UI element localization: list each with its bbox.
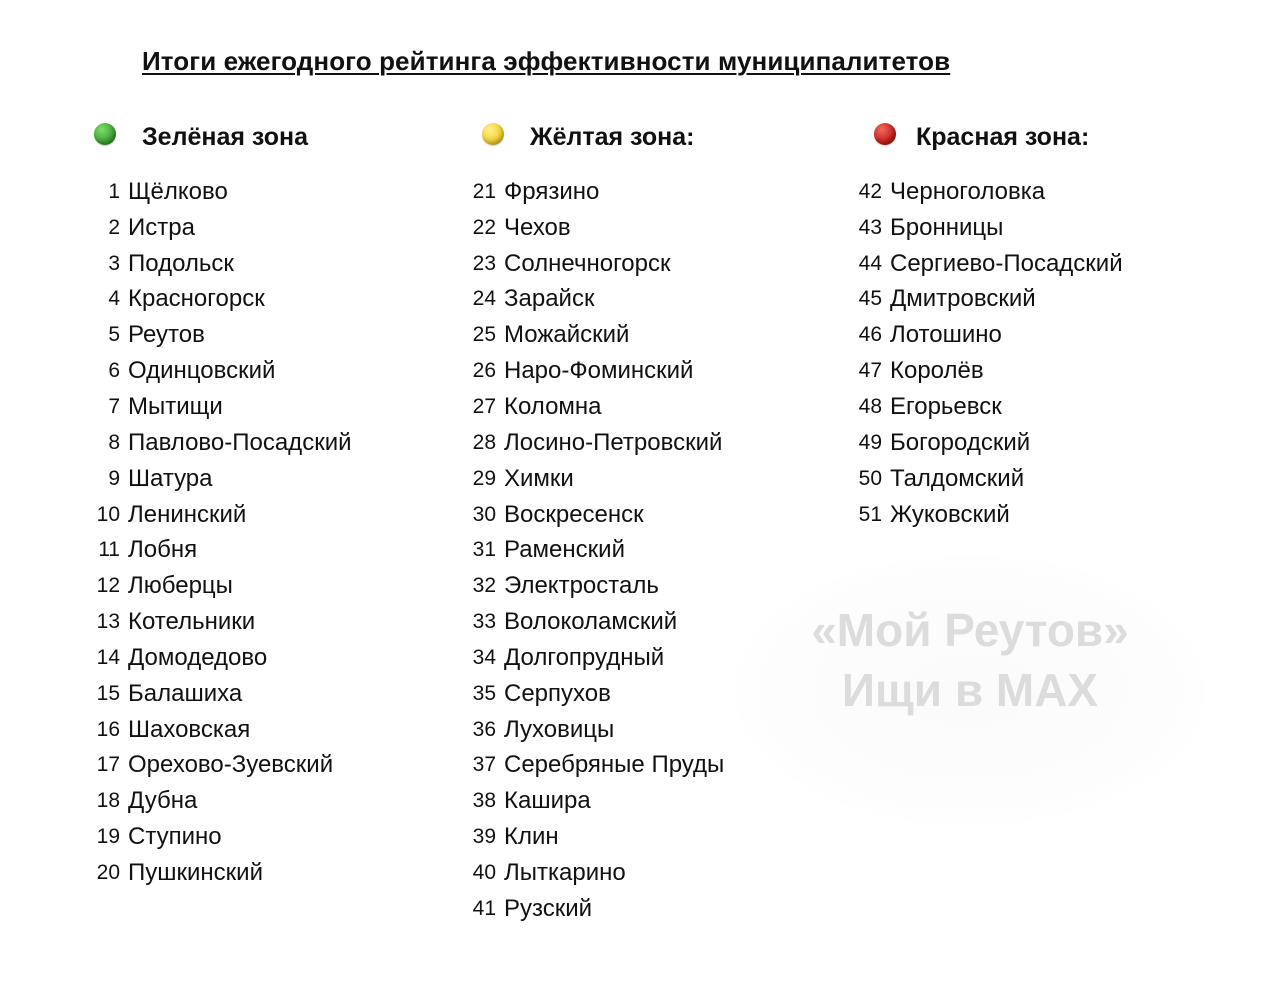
municipality-name: Коломна bbox=[504, 392, 602, 420]
list-item bbox=[468, 855, 724, 891]
municipality-name: Балашиха bbox=[128, 679, 243, 707]
rank-number: 22 bbox=[472, 215, 496, 239]
list-item bbox=[468, 353, 724, 389]
rank-number: 40 bbox=[472, 860, 496, 884]
municipality-name: Домодедово bbox=[128, 643, 268, 671]
list-item bbox=[92, 819, 352, 855]
municipality-name: Реутов bbox=[128, 321, 205, 349]
list-item bbox=[468, 282, 724, 318]
municipality-name: Красногорск bbox=[128, 285, 265, 313]
list-item bbox=[92, 497, 352, 533]
zone-green-list bbox=[92, 174, 352, 891]
rank-number: 27 bbox=[472, 394, 496, 418]
rank-number: 42 bbox=[858, 179, 882, 203]
municipality-name: Фрязино bbox=[504, 177, 600, 205]
municipality-name: Шатура bbox=[128, 464, 213, 492]
municipality-name: Бронницы bbox=[890, 213, 1004, 241]
municipality-name: Рузский bbox=[504, 894, 593, 922]
list-item bbox=[468, 604, 724, 640]
rank-number: 24 bbox=[472, 287, 496, 311]
municipality-name: Мытищи bbox=[128, 392, 223, 420]
rank-number: 2 bbox=[108, 215, 120, 239]
list-item bbox=[468, 532, 724, 568]
list-item bbox=[854, 389, 1123, 425]
rank-number: 33 bbox=[472, 610, 496, 634]
rank-number: 20 bbox=[96, 860, 120, 884]
list-item bbox=[468, 246, 724, 282]
list-item bbox=[92, 532, 352, 568]
green-circle-icon bbox=[94, 123, 116, 145]
rank-number: 39 bbox=[472, 825, 496, 849]
rank-number: 17 bbox=[96, 753, 120, 777]
rank-number: 29 bbox=[472, 466, 496, 490]
rank-number: 15 bbox=[96, 681, 120, 705]
municipality-name: Орехово-Зуевский bbox=[128, 751, 334, 779]
red-circle-icon bbox=[874, 123, 896, 145]
zone-yellow-list bbox=[468, 174, 724, 927]
municipality-name: Ленинский bbox=[128, 500, 247, 528]
rank-number: 5 bbox=[108, 323, 120, 347]
municipality-name: Жуковский bbox=[890, 500, 1010, 528]
list-item bbox=[92, 855, 352, 891]
rank-number: 35 bbox=[472, 681, 496, 705]
list-item bbox=[854, 246, 1123, 282]
rank-number: 16 bbox=[96, 717, 120, 741]
list-item bbox=[468, 497, 724, 533]
municipality-name: Истра bbox=[128, 213, 195, 241]
list-item bbox=[468, 389, 724, 425]
rank-number: 49 bbox=[858, 430, 882, 454]
rank-number: 30 bbox=[472, 502, 496, 526]
watermark-line-2: Ищи в MAX bbox=[841, 664, 1099, 716]
list-item bbox=[92, 748, 352, 784]
list-item bbox=[92, 712, 352, 748]
municipality-name: Лосино-Петровский bbox=[504, 428, 723, 456]
list-item bbox=[468, 748, 724, 784]
municipality-name: Раменский bbox=[504, 536, 625, 564]
rank-number: 1 bbox=[108, 179, 120, 203]
list-item bbox=[468, 174, 724, 210]
list-item bbox=[854, 317, 1123, 353]
municipality-name: Дубна bbox=[128, 787, 198, 815]
rank-number: 38 bbox=[472, 789, 496, 813]
rank-number: 47 bbox=[858, 359, 882, 383]
municipality-name: Лобня bbox=[128, 536, 198, 564]
rank-number: 11 bbox=[98, 538, 120, 562]
municipality-name: Воскресенск bbox=[504, 500, 644, 528]
municipality-name: Одинцовский bbox=[128, 357, 276, 385]
list-item bbox=[468, 819, 724, 855]
rank-number: 48 bbox=[858, 394, 882, 418]
list-item bbox=[854, 282, 1123, 318]
municipality-name: Ступино bbox=[128, 823, 222, 851]
list-item bbox=[92, 568, 352, 604]
municipality-name: Химки bbox=[504, 464, 574, 492]
municipality-name: Сергиево-Посадский bbox=[890, 249, 1123, 277]
rank-number: 51 bbox=[858, 502, 882, 526]
municipality-name: Люберцы bbox=[128, 572, 233, 600]
municipality-name: Лотошино bbox=[890, 321, 1002, 349]
municipality-name: Подольск bbox=[128, 249, 234, 277]
municipality-name: Электросталь bbox=[504, 572, 659, 600]
list-item bbox=[92, 317, 352, 353]
list-item bbox=[854, 497, 1123, 533]
list-item bbox=[92, 425, 352, 461]
list-item bbox=[92, 174, 352, 210]
list-item bbox=[468, 640, 724, 676]
rank-number: 19 bbox=[96, 825, 120, 849]
rank-number: 23 bbox=[472, 251, 496, 275]
rank-number: 8 bbox=[108, 430, 120, 454]
municipality-name: Котельники bbox=[128, 608, 256, 636]
municipality-name: Пушкинский bbox=[128, 858, 263, 886]
rank-number: 9 bbox=[108, 466, 120, 490]
list-item bbox=[92, 676, 352, 712]
municipality-name: Можайский bbox=[504, 321, 630, 349]
municipality-name: Щёлково bbox=[128, 177, 228, 205]
list-item bbox=[468, 712, 724, 748]
list-item bbox=[92, 353, 352, 389]
list-item bbox=[92, 604, 352, 640]
zone-yellow-title: Жёлтая зона: bbox=[530, 123, 695, 151]
rank-number: 13 bbox=[96, 610, 120, 634]
rank-number: 26 bbox=[472, 359, 496, 383]
rank-number: 14 bbox=[96, 645, 120, 669]
municipality-name: Наро-Фоминский bbox=[504, 357, 694, 385]
municipality-name: Лыткарино bbox=[504, 858, 626, 886]
rank-number: 37 bbox=[472, 753, 496, 777]
page-title: Итоги ежегодного рейтинга эффективности муниципалитетов bbox=[142, 46, 951, 76]
rank-number: 28 bbox=[472, 430, 496, 454]
list-item bbox=[468, 210, 724, 246]
list-item bbox=[468, 676, 724, 712]
municipality-name: Чехов bbox=[504, 213, 571, 241]
list-item bbox=[92, 210, 352, 246]
zone-green-title: Зелёная зона bbox=[142, 123, 308, 151]
municipality-name: Волоколамский bbox=[504, 608, 678, 636]
rank-number: 44 bbox=[858, 251, 882, 275]
list-item bbox=[92, 640, 352, 676]
list-item bbox=[468, 891, 724, 927]
rank-number: 31 bbox=[472, 538, 496, 562]
municipality-name: Павлово-Посадский bbox=[128, 428, 352, 456]
municipality-name: Богородский bbox=[890, 428, 1031, 456]
list-item bbox=[854, 210, 1123, 246]
municipality-name: Зарайск bbox=[504, 285, 595, 313]
municipality-name: Серебряные Пруды bbox=[504, 751, 725, 779]
rank-number: 43 bbox=[858, 215, 882, 239]
rank-number: 32 bbox=[472, 574, 496, 598]
list-item bbox=[468, 317, 724, 353]
list-item bbox=[92, 246, 352, 282]
list-item bbox=[854, 461, 1123, 497]
rank-number: 3 bbox=[108, 251, 120, 275]
list-item bbox=[92, 282, 352, 318]
rank-number: 45 bbox=[858, 287, 882, 311]
list-item bbox=[468, 425, 724, 461]
list-item bbox=[92, 783, 352, 819]
municipality-name: Талдомский bbox=[890, 464, 1025, 492]
list-item bbox=[854, 425, 1123, 461]
municipality-name: Дмитровский bbox=[890, 285, 1036, 313]
watermark bbox=[735, 555, 1205, 825]
rank-number: 6 bbox=[108, 359, 120, 383]
list-item bbox=[854, 353, 1123, 389]
rank-number: 10 bbox=[96, 502, 120, 526]
rank-number: 25 bbox=[472, 323, 496, 347]
list-item bbox=[468, 568, 724, 604]
rank-number: 21 bbox=[472, 179, 496, 203]
rank-number: 7 bbox=[108, 394, 120, 418]
zone-red-title: Красная зона: bbox=[916, 123, 1090, 151]
municipality-name: Черноголовка bbox=[890, 177, 1046, 205]
zone-red-list bbox=[854, 174, 1123, 532]
list-item bbox=[468, 461, 724, 497]
municipality-name: Шаховская bbox=[128, 715, 251, 743]
rank-number: 36 bbox=[472, 717, 496, 741]
rank-number: 41 bbox=[472, 896, 496, 920]
list-item bbox=[468, 783, 724, 819]
municipality-name: Клин bbox=[504, 823, 559, 851]
municipality-name: Королёв bbox=[890, 357, 984, 385]
municipality-name: Кашира bbox=[504, 787, 591, 815]
municipality-name: Солнечногорск bbox=[504, 249, 671, 277]
municipality-name: Серпухов bbox=[504, 679, 611, 707]
list-item bbox=[854, 174, 1123, 210]
rank-number: 18 bbox=[96, 789, 120, 813]
list-item bbox=[92, 389, 352, 425]
list-item bbox=[92, 461, 352, 497]
watermark-line-1: «Мой Реутов» bbox=[811, 604, 1129, 656]
rank-number: 34 bbox=[472, 645, 496, 669]
yellow-circle-icon bbox=[482, 123, 504, 145]
rank-number: 4 bbox=[108, 287, 120, 311]
municipality-name: Егорьевск bbox=[890, 392, 1002, 420]
municipality-name: Долгопрудный bbox=[504, 643, 665, 671]
rank-number: 12 bbox=[96, 574, 120, 598]
municipality-name: Луховицы bbox=[504, 715, 615, 743]
rank-number: 46 bbox=[858, 323, 882, 347]
rank-number: 50 bbox=[858, 466, 882, 490]
